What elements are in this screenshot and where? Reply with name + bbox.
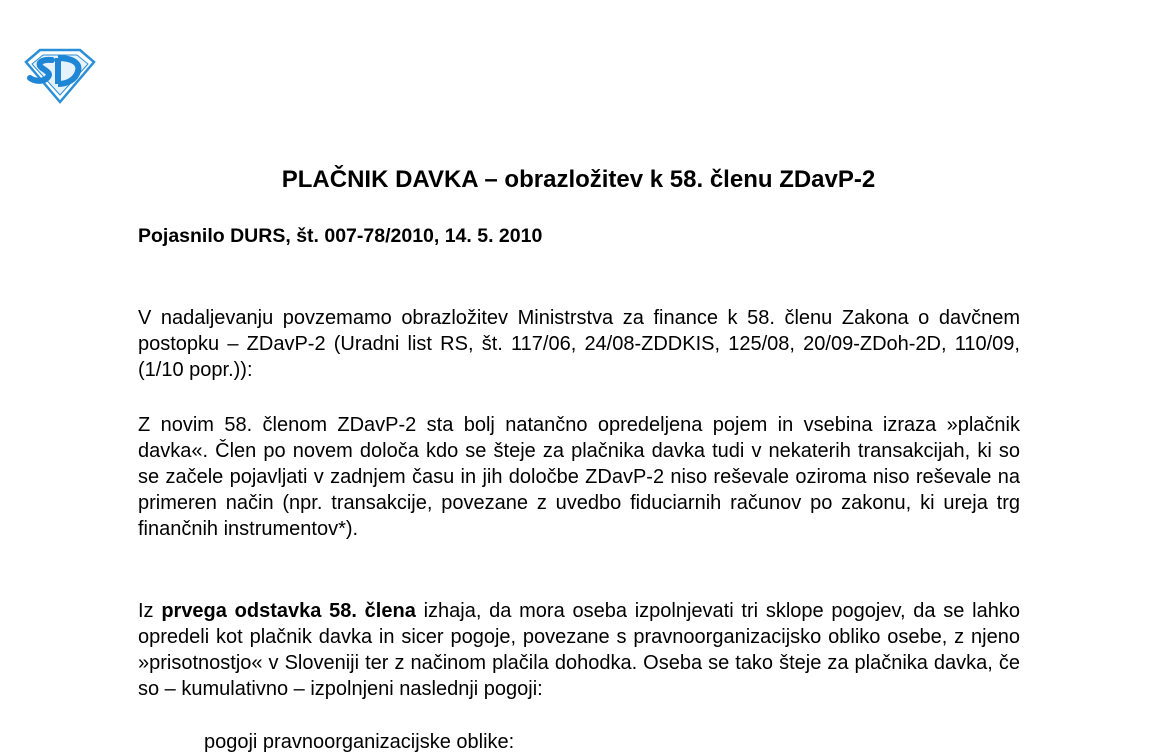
paragraph-text: Iz xyxy=(138,600,162,622)
durs-logo xyxy=(22,48,96,104)
paragraph-text: izhaja, da mora oseba izpolnjevati tri sklope pogojev, da se lahko opredeli kot plačnik davka in sicer pogoje, povezane s pravnoorganizacijsko obliko osebe, z njeno »prisotnostjo« v Sloveniji ter z načinom plačila dohodka. Oseba se tako šteje za plačnika davka, če so – kumulativno – izpolnjeni naslednji pogoji: xyxy=(138,600,1020,700)
paragraph-definition: Z novim 58. členom ZDavP-2 sta bolj natančno opredeljena pojem in vsebina izraza »plačnik davka«. Člen po novem določa kdo se šteje za plačnika davka tudi v nekaterih transakcijah, ki so se začele pojavljati v zadnjem času in jih določbe ZDavP-2 niso reševale oziroma niso reševale na primeren način (npr. transakcije, povezane z uvedbo fiduciarnih računov po zakonu, ki ureja trg finančnih instrumentov*). xyxy=(138,414,1020,540)
document-subtitle: Pojasnilo DURS, št. 007-78/2010, 14. 5. 2010 xyxy=(138,225,543,247)
list-item-conditions: pogoji pravnoorganizacijske oblike: xyxy=(204,731,515,753)
bold-emphasis: prvega odstavka 58. člena xyxy=(161,600,416,622)
shield-logo-icon xyxy=(22,48,96,104)
document-title: PLAČNIK DAVKA – obrazložitev k 58. členu ZDavP-2 xyxy=(281,166,876,193)
paragraph-intro: V nadaljevanju povzemamo obrazložitev Ministrstva za finance k 58. členu Zakona o davčnem postopku – ZDavP-2 (Uradni list RS, št. 117/06, 24/08-ZDDKIS, 125/08, 20/09-ZDoh-2D, 110/09, (1/10 popr.)): xyxy=(138,307,1020,381)
paragraph-first-clause xyxy=(138,598,1020,702)
